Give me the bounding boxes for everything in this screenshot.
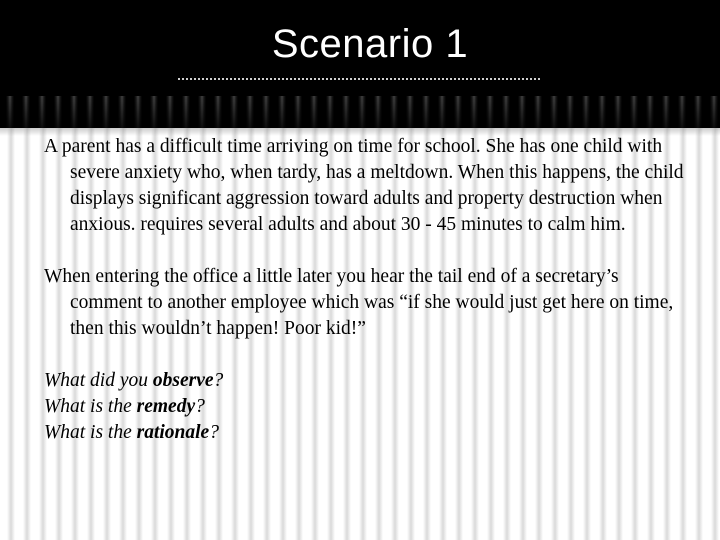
- question-keyword: rationale: [136, 422, 210, 443]
- question-keyword: remedy: [136, 396, 196, 417]
- question-suffix: ?: [209, 422, 219, 443]
- slide-title: Scenario 1: [271, 22, 469, 66]
- title-dotted-rule: [178, 78, 540, 80]
- question-prefix: What is the: [44, 396, 137, 417]
- question-keyword: observe: [152, 370, 214, 391]
- question-line: [44, 368, 684, 394]
- question-suffix: ?: [195, 396, 205, 417]
- scenario-paragraph: When entering the office a little later you hear the tail end of a secretary’s comment to another employee which was “if she would just get here on time, then this wouldn’t happen! Poor kid!”: [44, 266, 674, 339]
- question-line: [44, 420, 684, 446]
- question-prefix: What did you: [44, 370, 153, 391]
- scenario-paragraph: A parent has a difficult time arriving on time for school. She has one child with severe anxiety who, when tardy, has a meltdown. When this happens, the child displays significant aggression toward adults and property destruction when anxious. requires several adults and about 30 - 45 minutes to calm him.: [44, 136, 684, 235]
- slide-body: [44, 134, 684, 446]
- title-bar-fade: [0, 96, 720, 136]
- question-line: [44, 394, 684, 420]
- question-prefix: What is the: [44, 422, 137, 443]
- question-suffix: ?: [213, 370, 224, 391]
